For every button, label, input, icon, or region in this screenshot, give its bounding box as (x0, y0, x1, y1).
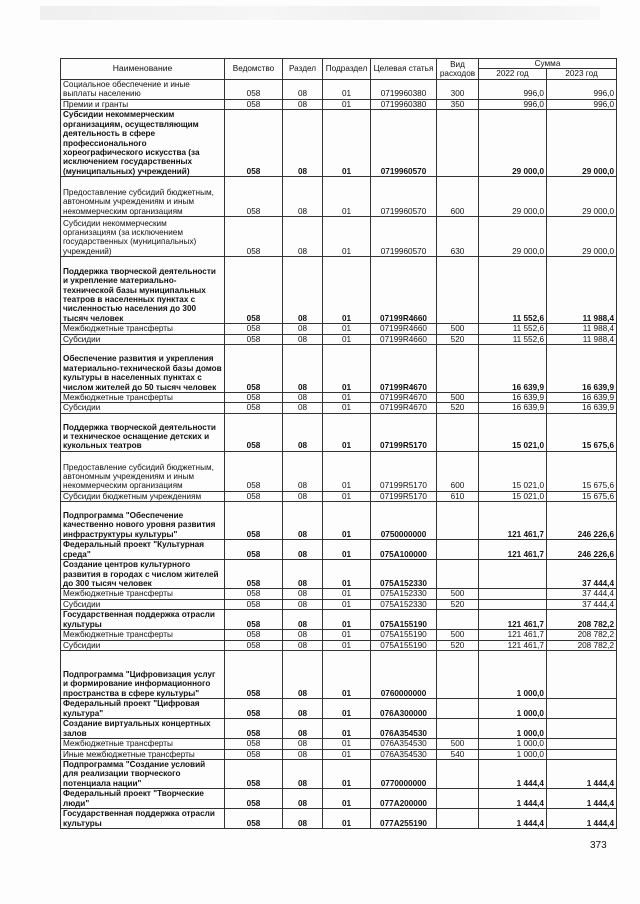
row-sum-2022: 1 444,4 (479, 809, 547, 829)
row-target-article: 077A255190 (371, 809, 437, 829)
row-target-article: 07199R5170 (371, 451, 437, 491)
row-sum-2023: 37 444,4 (547, 589, 617, 599)
row-vedomstvo: 058 (225, 610, 283, 630)
row-razdel: 08 (283, 599, 323, 609)
row-target-article: 0719960380 (371, 79, 437, 99)
row-podrazdel: 01 (323, 257, 371, 324)
scan-artifact (40, 6, 600, 20)
row-target-article: 07199R4670 (371, 403, 437, 413)
row-sum-2023 (547, 651, 617, 699)
row-vedomstvo: 058 (225, 739, 283, 749)
row-vedomstvo: 058 (225, 451, 283, 491)
row-vedomstvo: 058 (225, 502, 283, 540)
row-target-article: 075A152330 (371, 560, 437, 589)
row-target-article: 076A300000 (371, 699, 437, 719)
row-target-article: 075A155190 (371, 630, 437, 640)
row-expense-type (437, 789, 479, 809)
row-expense-type (437, 413, 479, 451)
row-expense-type (437, 540, 479, 560)
row-vedomstvo: 058 (225, 403, 283, 413)
row-podrazdel: 01 (323, 393, 371, 403)
row-vedomstvo: 058 (225, 99, 283, 109)
row-podrazdel: 01 (323, 809, 371, 829)
header-summa: Сумма (479, 59, 617, 69)
row-vedomstvo: 058 (225, 599, 283, 609)
row-target-article: 07199R4670 (371, 345, 437, 393)
row-target-article: 07199R5170 (371, 491, 437, 501)
table-row (61, 502, 617, 540)
row-target-article: 0750000000 (371, 502, 437, 540)
row-podrazdel: 01 (323, 739, 371, 749)
row-vedomstvo: 058 (225, 630, 283, 640)
row-podrazdel: 01 (323, 630, 371, 640)
row-razdel: 08 (283, 451, 323, 491)
table-row (61, 540, 617, 560)
table-row (61, 651, 617, 699)
row-name: Субсидии (61, 640, 225, 650)
row-podrazdel: 01 (323, 699, 371, 719)
header-year-2023: 2023 год (547, 69, 617, 79)
row-razdel: 08 (283, 630, 323, 640)
row-sum-2022: 15 021,0 (479, 451, 547, 491)
row-sum-2022: 121 461,7 (479, 610, 547, 630)
row-razdel: 08 (283, 699, 323, 719)
row-name: Субсидии некоммерческим организациям (за исключением государственных (муниципальных) учреждений) (61, 217, 225, 257)
table-body (61, 79, 617, 828)
row-expense-type: 520 (437, 334, 479, 344)
row-podrazdel: 01 (323, 324, 371, 334)
row-vedomstvo: 058 (225, 749, 283, 759)
row-sum-2022 (479, 599, 547, 609)
table-row (61, 749, 617, 759)
row-sum-2022: 121 461,7 (479, 640, 547, 650)
row-expense-type (437, 110, 479, 177)
row-expense-type: 300 (437, 79, 479, 99)
row-sum-2023: 208 782,2 (547, 610, 617, 630)
table-row (61, 99, 617, 109)
row-vedomstvo: 058 (225, 257, 283, 324)
table-row (61, 599, 617, 609)
row-razdel: 08 (283, 739, 323, 749)
row-razdel: 08 (283, 491, 323, 501)
row-name: Поддержка творческой деятельности и техническое оснащение детских и кукольных театров (61, 413, 225, 451)
row-sum-2023: 29 000,0 (547, 177, 617, 217)
row-podrazdel: 01 (323, 599, 371, 609)
row-sum-2022: 1 000,0 (479, 699, 547, 719)
row-sum-2022: 16 639,9 (479, 393, 547, 403)
row-razdel: 08 (283, 589, 323, 599)
row-sum-2022: 996,0 (479, 99, 547, 109)
row-target-article: 07199R4670 (371, 393, 437, 403)
row-sum-2023: 1 444,4 (547, 759, 617, 788)
row-name: Обеспечение развития и укрепления материально-технической базы домов культуры в населенных пунктах с числом жителей до 50 тысяч человек (61, 345, 225, 393)
row-expense-type: 500 (437, 739, 479, 749)
table-row (61, 560, 617, 589)
row-razdel: 08 (283, 809, 323, 829)
row-vedomstvo: 058 (225, 560, 283, 589)
row-sum-2023: 1 444,4 (547, 809, 617, 829)
row-sum-2022: 15 021,0 (479, 491, 547, 501)
row-razdel: 08 (283, 217, 323, 257)
row-sum-2022: 996,0 (479, 79, 547, 99)
row-name: Федеральный проект "Культурная среда" (61, 540, 225, 560)
row-podrazdel: 01 (323, 610, 371, 630)
row-expense-type (437, 719, 479, 739)
row-expense-type: 520 (437, 403, 479, 413)
row-podrazdel: 01 (323, 560, 371, 589)
page-number: 373 (590, 840, 607, 851)
table-row (61, 491, 617, 501)
row-sum-2022: 11 552,6 (479, 334, 547, 344)
row-expense-type (437, 502, 479, 540)
row-sum-2023: 246 226,6 (547, 540, 617, 560)
table-row (61, 334, 617, 344)
row-expense-type: 500 (437, 324, 479, 334)
row-target-article: 07199R4660 (371, 257, 437, 324)
table-row (61, 699, 617, 719)
row-razdel: 08 (283, 719, 323, 739)
row-podrazdel: 01 (323, 451, 371, 491)
table-row (61, 610, 617, 630)
row-sum-2023: 29 000,0 (547, 110, 617, 177)
row-expense-type (437, 651, 479, 699)
row-name: Подпрограмма "Цифровизация услуг и формирование информационного пространства в сфере культуры" (61, 651, 225, 699)
row-expense-type: 630 (437, 217, 479, 257)
header-target-article: Целевая статья (371, 59, 437, 80)
row-expense-type (437, 809, 479, 829)
row-podrazdel: 01 (323, 413, 371, 451)
row-razdel: 08 (283, 334, 323, 344)
row-sum-2022: 29 000,0 (479, 110, 547, 177)
table-row (61, 403, 617, 413)
row-name: Субсидии некоммерческим организациям, осуществляющим деятельность в сфере профессионального хореографического искусства (за исключением государственных (муниципальных) учреждений) (61, 110, 225, 177)
row-vedomstvo: 058 (225, 324, 283, 334)
row-vedomstvo: 058 (225, 345, 283, 393)
row-target-article: 077A200000 (371, 789, 437, 809)
row-expense-type (437, 345, 479, 393)
row-sum-2023 (547, 749, 617, 759)
row-target-article: 076A354530 (371, 719, 437, 739)
table-row (61, 759, 617, 788)
table-row (61, 789, 617, 809)
table-row (61, 324, 617, 334)
table-row (61, 809, 617, 829)
row-target-article: 0719960570 (371, 217, 437, 257)
budget-table (60, 58, 617, 829)
row-name: Иные межбюджетные трансферты (61, 749, 225, 759)
row-expense-type: 520 (437, 599, 479, 609)
row-razdel: 08 (283, 789, 323, 809)
row-expense-type: 540 (437, 749, 479, 759)
row-sum-2022: 16 639,9 (479, 403, 547, 413)
row-razdel: 08 (283, 610, 323, 630)
row-sum-2023 (547, 699, 617, 719)
row-podrazdel: 01 (323, 177, 371, 217)
row-vedomstvo: 058 (225, 789, 283, 809)
row-sum-2023: 29 000,0 (547, 217, 617, 257)
row-vedomstvo: 058 (225, 413, 283, 451)
table-row (61, 589, 617, 599)
row-expense-type: 610 (437, 491, 479, 501)
row-podrazdel: 01 (323, 403, 371, 413)
row-sum-2023: 996,0 (547, 79, 617, 99)
row-target-article: 0770000000 (371, 759, 437, 788)
row-sum-2023: 11 988,4 (547, 257, 617, 324)
row-target-article: 0719960380 (371, 99, 437, 109)
row-name: Создание виртуальных концертных залов (61, 719, 225, 739)
row-sum-2023: 37 444,4 (547, 599, 617, 609)
row-expense-type (437, 257, 479, 324)
row-vedomstvo: 058 (225, 393, 283, 403)
row-vedomstvo: 058 (225, 110, 283, 177)
row-target-article: 0719960570 (371, 110, 437, 177)
row-razdel: 08 (283, 403, 323, 413)
table-row (61, 413, 617, 451)
row-podrazdel: 01 (323, 345, 371, 393)
row-expense-type: 500 (437, 589, 479, 599)
row-razdel: 08 (283, 393, 323, 403)
row-target-article: 076A354530 (371, 739, 437, 749)
row-podrazdel: 01 (323, 640, 371, 650)
row-razdel: 08 (283, 79, 323, 99)
row-sum-2022: 1 444,4 (479, 759, 547, 788)
row-vedomstvo: 058 (225, 699, 283, 719)
row-target-article: 07199R5170 (371, 413, 437, 451)
row-vedomstvo: 058 (225, 540, 283, 560)
row-expense-type: 500 (437, 630, 479, 640)
row-razdel: 08 (283, 99, 323, 109)
row-name: Подпрограмма "Обеспечение качественно нового уровня развития инфраструктуры культуры" (61, 502, 225, 540)
row-target-article: 07199R4660 (371, 334, 437, 344)
row-target-article: 0719960570 (371, 177, 437, 217)
row-sum-2022: 29 000,0 (479, 217, 547, 257)
row-target-article: 07199R4660 (371, 324, 437, 334)
row-vedomstvo: 058 (225, 759, 283, 788)
row-name: Федеральный проект "Цифровая культура" (61, 699, 225, 719)
row-sum-2022: 11 552,6 (479, 324, 547, 334)
row-razdel: 08 (283, 345, 323, 393)
row-name: Государственная поддержка отрасли культуры (61, 809, 225, 829)
row-target-article: 075A152330 (371, 599, 437, 609)
row-name: Межбюджетные трансферты (61, 739, 225, 749)
row-sum-2022 (479, 589, 547, 599)
row-name: Межбюджетные трансферты (61, 393, 225, 403)
row-sum-2023: 1 444,4 (547, 789, 617, 809)
row-podrazdel: 01 (323, 540, 371, 560)
row-target-article: 075A152330 (371, 589, 437, 599)
row-name: Субсидии (61, 334, 225, 344)
row-sum-2023 (547, 739, 617, 749)
row-sum-2023: 246 226,6 (547, 502, 617, 540)
row-sum-2023: 15 675,6 (547, 451, 617, 491)
row-name: Межбюджетные трансферты (61, 324, 225, 334)
row-expense-type (437, 699, 479, 719)
header-expense-type: Вид расходов (437, 59, 479, 80)
header-year-2022: 2022 год (479, 69, 547, 79)
row-sum-2022: 15 021,0 (479, 413, 547, 451)
table-row (61, 177, 617, 217)
header-razdel: Раздел (283, 59, 323, 80)
row-sum-2023: 15 675,6 (547, 491, 617, 501)
row-razdel: 08 (283, 110, 323, 177)
row-vedomstvo: 058 (225, 491, 283, 501)
row-expense-type (437, 560, 479, 589)
row-sum-2022 (479, 560, 547, 589)
row-name: Государственная поддержка отрасли культуры (61, 610, 225, 630)
row-sum-2022: 11 552,6 (479, 257, 547, 324)
row-target-article: 075A155190 (371, 610, 437, 630)
row-vedomstvo: 058 (225, 719, 283, 739)
table-row (61, 451, 617, 491)
row-sum-2022: 1 000,0 (479, 719, 547, 739)
row-expense-type: 350 (437, 99, 479, 109)
row-sum-2022: 121 461,7 (479, 502, 547, 540)
row-expense-type: 500 (437, 393, 479, 403)
row-sum-2023: 16 639,9 (547, 403, 617, 413)
row-sum-2023: 11 988,4 (547, 324, 617, 334)
row-vedomstvo: 058 (225, 79, 283, 99)
row-expense-type: 600 (437, 451, 479, 491)
row-razdel: 08 (283, 560, 323, 589)
header-podrazdel: Подраздел (323, 59, 371, 80)
row-sum-2022: 16 639,9 (479, 345, 547, 393)
row-razdel: 08 (283, 759, 323, 788)
row-vedomstvo: 058 (225, 809, 283, 829)
row-name: Предоставление субсидий бюджетным, автономным учреждениям и иным некоммерческим организациям (61, 177, 225, 217)
table-row (61, 257, 617, 324)
row-expense-type: 520 (437, 640, 479, 650)
row-name: Субсидии (61, 403, 225, 413)
row-podrazdel: 01 (323, 719, 371, 739)
row-sum-2022: 29 000,0 (479, 177, 547, 217)
row-podrazdel: 01 (323, 749, 371, 759)
row-sum-2022: 1 444,4 (479, 789, 547, 809)
row-podrazdel: 01 (323, 491, 371, 501)
row-name: Предоставление субсидий бюджетным, автономным учреждениям и иным некоммерческим организациям (61, 451, 225, 491)
row-podrazdel: 01 (323, 502, 371, 540)
table-row (61, 640, 617, 650)
row-sum-2023: 996,0 (547, 99, 617, 109)
row-expense-type: 600 (437, 177, 479, 217)
row-razdel: 08 (283, 324, 323, 334)
row-sum-2022: 121 461,7 (479, 540, 547, 560)
row-target-article: 076A354530 (371, 749, 437, 759)
table-row (61, 719, 617, 739)
table-row (61, 79, 617, 99)
row-razdel: 08 (283, 413, 323, 451)
row-razdel: 08 (283, 651, 323, 699)
row-name: Межбюджетные трансферты (61, 589, 225, 599)
row-target-article: 075A100000 (371, 540, 437, 560)
row-razdel: 08 (283, 177, 323, 217)
row-target-article: 075A155190 (371, 640, 437, 650)
row-sum-2022: 1 000,0 (479, 749, 547, 759)
row-sum-2023: 16 639,9 (547, 393, 617, 403)
row-vedomstvo: 058 (225, 334, 283, 344)
row-vedomstvo: 058 (225, 589, 283, 599)
row-sum-2023: 16 639,9 (547, 345, 617, 393)
table-row (61, 345, 617, 393)
row-podrazdel: 01 (323, 99, 371, 109)
row-sum-2023 (547, 719, 617, 739)
row-podrazdel: 01 (323, 589, 371, 599)
row-name: Премии и гранты (61, 99, 225, 109)
row-razdel: 08 (283, 640, 323, 650)
row-sum-2022: 1 000,0 (479, 651, 547, 699)
row-name: Подпрограмма "Создание условий для реализации творческого потенциала нации" (61, 759, 225, 788)
row-name: Субсидии (61, 599, 225, 609)
table-row (61, 630, 617, 640)
row-vedomstvo: 058 (225, 217, 283, 257)
row-sum-2023: 11 988,4 (547, 334, 617, 344)
row-podrazdel: 01 (323, 759, 371, 788)
row-sum-2022: 121 461,7 (479, 630, 547, 640)
row-vedomstvo: 058 (225, 651, 283, 699)
row-razdel: 08 (283, 257, 323, 324)
row-expense-type (437, 759, 479, 788)
header-name: Наименование (61, 59, 225, 80)
row-vedomstvo: 058 (225, 640, 283, 650)
row-name: Субсидии бюджетным учреждениям (61, 491, 225, 501)
table-row (61, 110, 617, 177)
row-vedomstvo: 058 (225, 177, 283, 217)
table-row (61, 393, 617, 403)
row-name: Межбюджетные трансферты (61, 630, 225, 640)
row-sum-2023: 208 782,2 (547, 630, 617, 640)
row-name: Поддержка творческой деятельности и укрепление материально-технической базы муниципальных театров в населенных пунктах с численностью населения до 300 тысяч человек (61, 257, 225, 324)
row-sum-2023: 15 675,6 (547, 413, 617, 451)
table-row (61, 739, 617, 749)
row-name: Социальное обеспечение и иные выплаты населению (61, 79, 225, 99)
row-expense-type (437, 610, 479, 630)
table-row (61, 217, 617, 257)
row-podrazdel: 01 (323, 334, 371, 344)
row-name: Федеральный проект "Творческие люди" (61, 789, 225, 809)
header-vedomstvo: Ведомство (225, 59, 283, 80)
row-podrazdel: 01 (323, 217, 371, 257)
row-target-article: 0760000000 (371, 651, 437, 699)
row-podrazdel: 01 (323, 789, 371, 809)
row-sum-2022: 1 000,0 (479, 739, 547, 749)
row-razdel: 08 (283, 749, 323, 759)
row-podrazdel: 01 (323, 110, 371, 177)
row-podrazdel: 01 (323, 79, 371, 99)
row-sum-2023: 37 444,4 (547, 560, 617, 589)
row-name: Создание центров культурного развития в городах с числом жителей до 300 тысяч человек (61, 560, 225, 589)
row-razdel: 08 (283, 540, 323, 560)
row-podrazdel: 01 (323, 651, 371, 699)
row-razdel: 08 (283, 502, 323, 540)
row-sum-2023: 208 782,2 (547, 640, 617, 650)
